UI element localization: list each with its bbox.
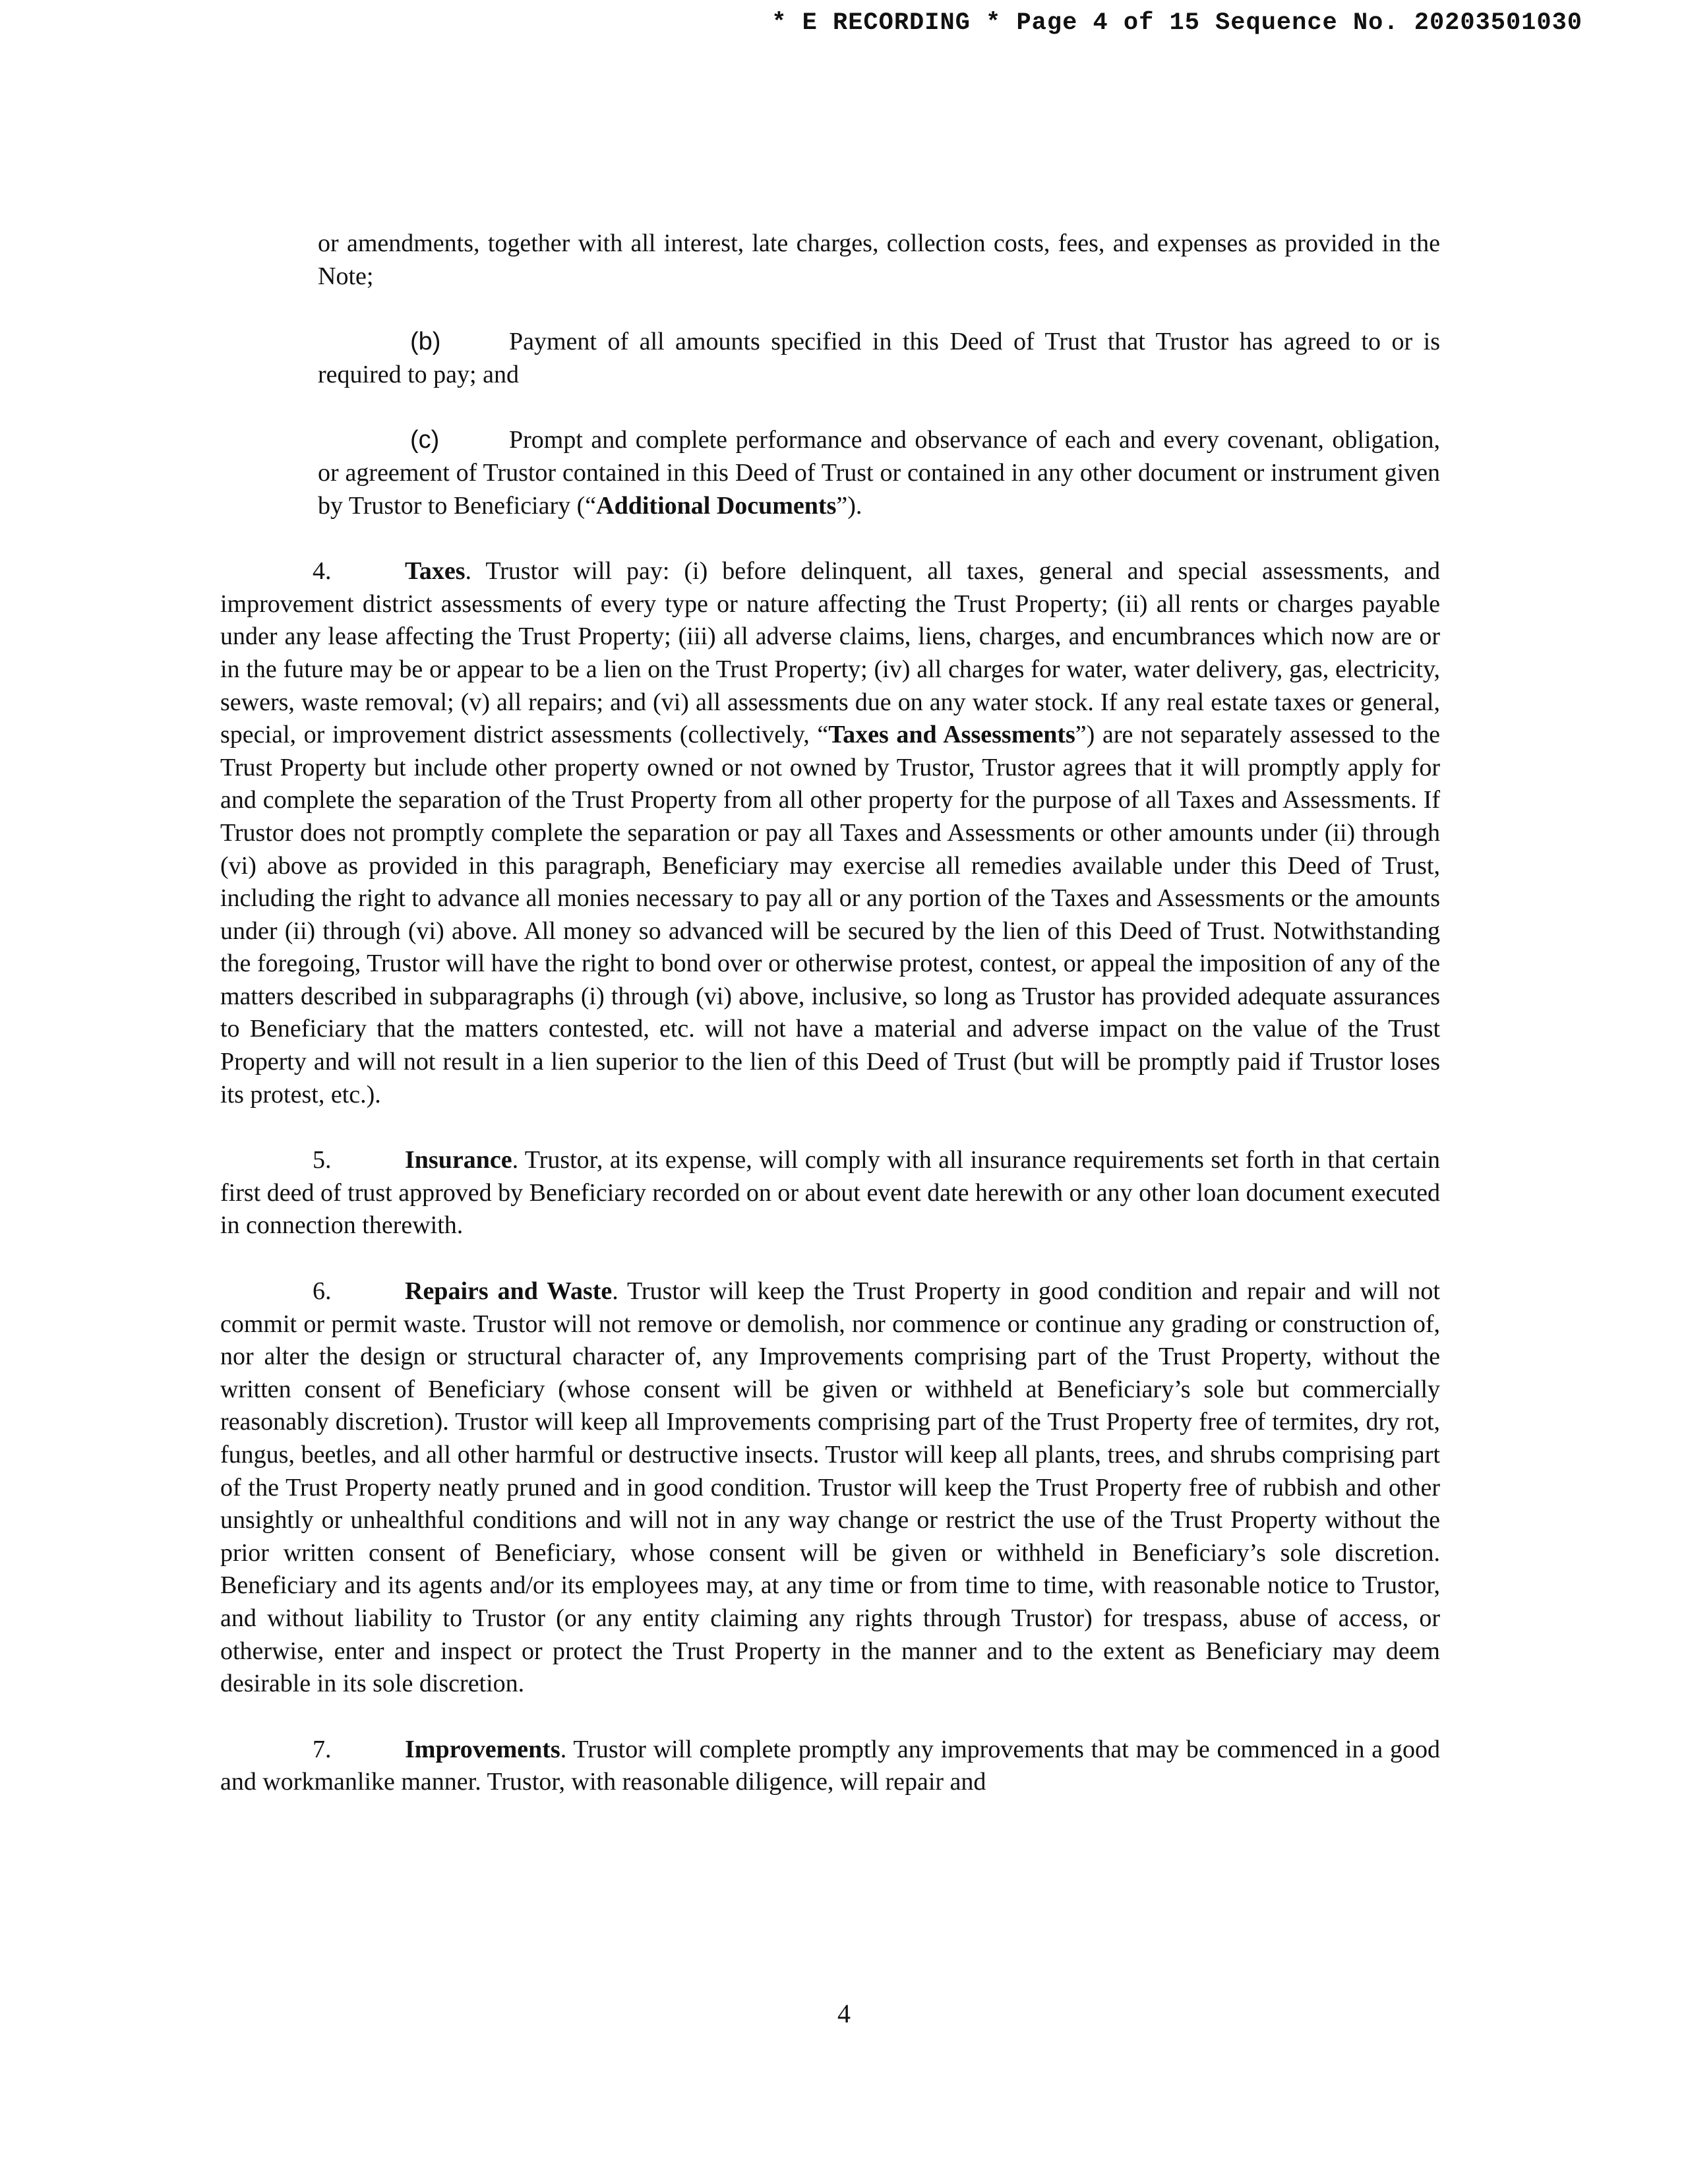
section-heading: Repairs and Waste: [405, 1277, 613, 1306]
section-number: 4.: [313, 557, 332, 586]
subparagraph-text: Prompt and complete performance and observance of each and every covenant, obligation, or agreement of Trustor contained in this Deed of Trust or contained in any other document or instrument given by Trustor to Beneficiary (“: [318, 426, 1440, 520]
section-text: . Trustor will complete promptly any improvements that may be commenced in a good and workmanlike manner. Trustor, with reasonable diligence, will repair and: [220, 1735, 1440, 1796]
section-text-end: ”) are not separately assessed to the Trust Property but include other property owned or not owned by Trustor, Trustor agrees that it will promptly apply for and complete the separation of the Trust Property from all other property for the purpose of all Taxes and Assessments. If Trustor does not promptly complete the separation or pay all Taxes and Assessments or other amounts under (ii) through (vi) above as provided in this paragraph, Beneficiary may exercise all remedies available under this Deed of Trust, including the right to advance all monies necessary to pay all or any portion of the Taxes and Assessments or the amounts under (ii) through (vi) above. All money so advanced will be secured by the lien of this Deed of Trust. Notwithstanding the foregoing, Trustor will have the right to bond over or otherwise protest, contest, or appeal the imposition of any of the matters described in subparagraphs (i) through (vi) above, inclusive, so long as Trustor has provided adequate assurances to Beneficiary that the matters contested, etc. will not have a material and adverse impact on the value of the Trust Property and will not result in a lien superior to the lien of this Deed of Trust (but will be promptly paid if Trustor loses its protest, etc.).: [220, 721, 1440, 1108]
continuation-paragraph: or amendments, together with all interest, late charges, collection costs, fees, and expenses as provided in the Note;: [318, 229, 1440, 290]
subparagraph-text-end: ”).: [836, 491, 862, 520]
section-text: . Trustor, at its expense, will comply with all insurance requirements set forth in that certain first deed of trust approved by Beneficiary recorded on or about event date herewith or any other loan document executed in connection therewith.: [220, 1146, 1440, 1240]
recording-stamp: * E RECORDING * Page 4 of 15 Sequence No. 20203501030: [771, 9, 1582, 37]
subparagraph-c: [318, 424, 1440, 522]
section-heading: Insurance: [405, 1146, 512, 1174]
document-body: [220, 228, 1440, 1832]
page-number: 4: [837, 1999, 851, 2028]
section-heading: Improvements: [405, 1735, 560, 1763]
section-number: 7.: [313, 1735, 332, 1763]
section-heading: Taxes: [405, 557, 466, 586]
defined-term: Additional Documents: [596, 491, 837, 520]
section-taxes: [220, 555, 1440, 1111]
subparagraph-label: (b): [410, 328, 441, 356]
section-number: 5.: [313, 1146, 332, 1174]
subparagraph-text: Payment of all amounts specified in this Deed of Trust that Trustor has agreed to or is required to pay; and: [318, 328, 1440, 388]
section-text: . Trustor will pay: (i) before delinquent, all taxes, general and special assessments, and improvement district assessments of every type or nature affecting the Trust Property; (ii) all rents or charges payable under any lease affecting the Trust Property; (iii) all adverse claims, liens, charges, and encumbrances which now are or in the future may be or appear to be a lien on the Trust Property; (iv) all charges for water, water delivery, gas, electricity, sewers, waste removal; (v) all repairs; and (vi) all assessments due on any water stock. If any real estate taxes or general, special, or improvement district assessments (collectively, “: [220, 557, 1440, 749]
defined-term: Taxes and Assessments: [828, 721, 1075, 749]
section-text: . Trustor will keep the Trust Property in good condition and repair and will not commit or permit waste. Trustor will not remove or demolish, nor commence or continue any grading or construction of, nor alter the design or structural character of, any Improvements comprising part of the Trust Property, without the written consent of Beneficiary (whose consent will be given or withheld at Beneficiary’s sole but commercially reasonably discretion). Trustor will keep all Improvements comprising part of the Trust Property free of termites, dry rot, fungus, beetles, and all other harmful or destructive insects. Trustor will keep all plants, trees, and shrubs comprising part of the Trust Property neatly pruned and in good condition. Trustor will keep the Trust Property free of rubbish and other unsightly or unhealthful conditions and will not in any way change or restrict the use of the Trust Property without the prior written consent of Beneficiary, whose consent will be given or withheld in Beneficiary’s sole discretion. Beneficiary and its agents and/or its employees may, at any time or from time to time, with reasonable notice to Trustor, and without liability to Trustor (or any entity claiming any rights through Trustor) for trespass, abuse of access, or otherwise, enter and inspect or protect the Trust Property in the manner and to the extent as Beneficiary may deem desirable in its sole discretion.: [220, 1277, 1440, 1698]
section-number: 6.: [313, 1277, 332, 1306]
section-insurance: [220, 1144, 1440, 1242]
subparagraph-label: (c): [410, 426, 440, 454]
section-improvements: [220, 1734, 1440, 1799]
section-repairs-and-waste: [220, 1275, 1440, 1701]
subparagraph-b: [318, 326, 1440, 391]
